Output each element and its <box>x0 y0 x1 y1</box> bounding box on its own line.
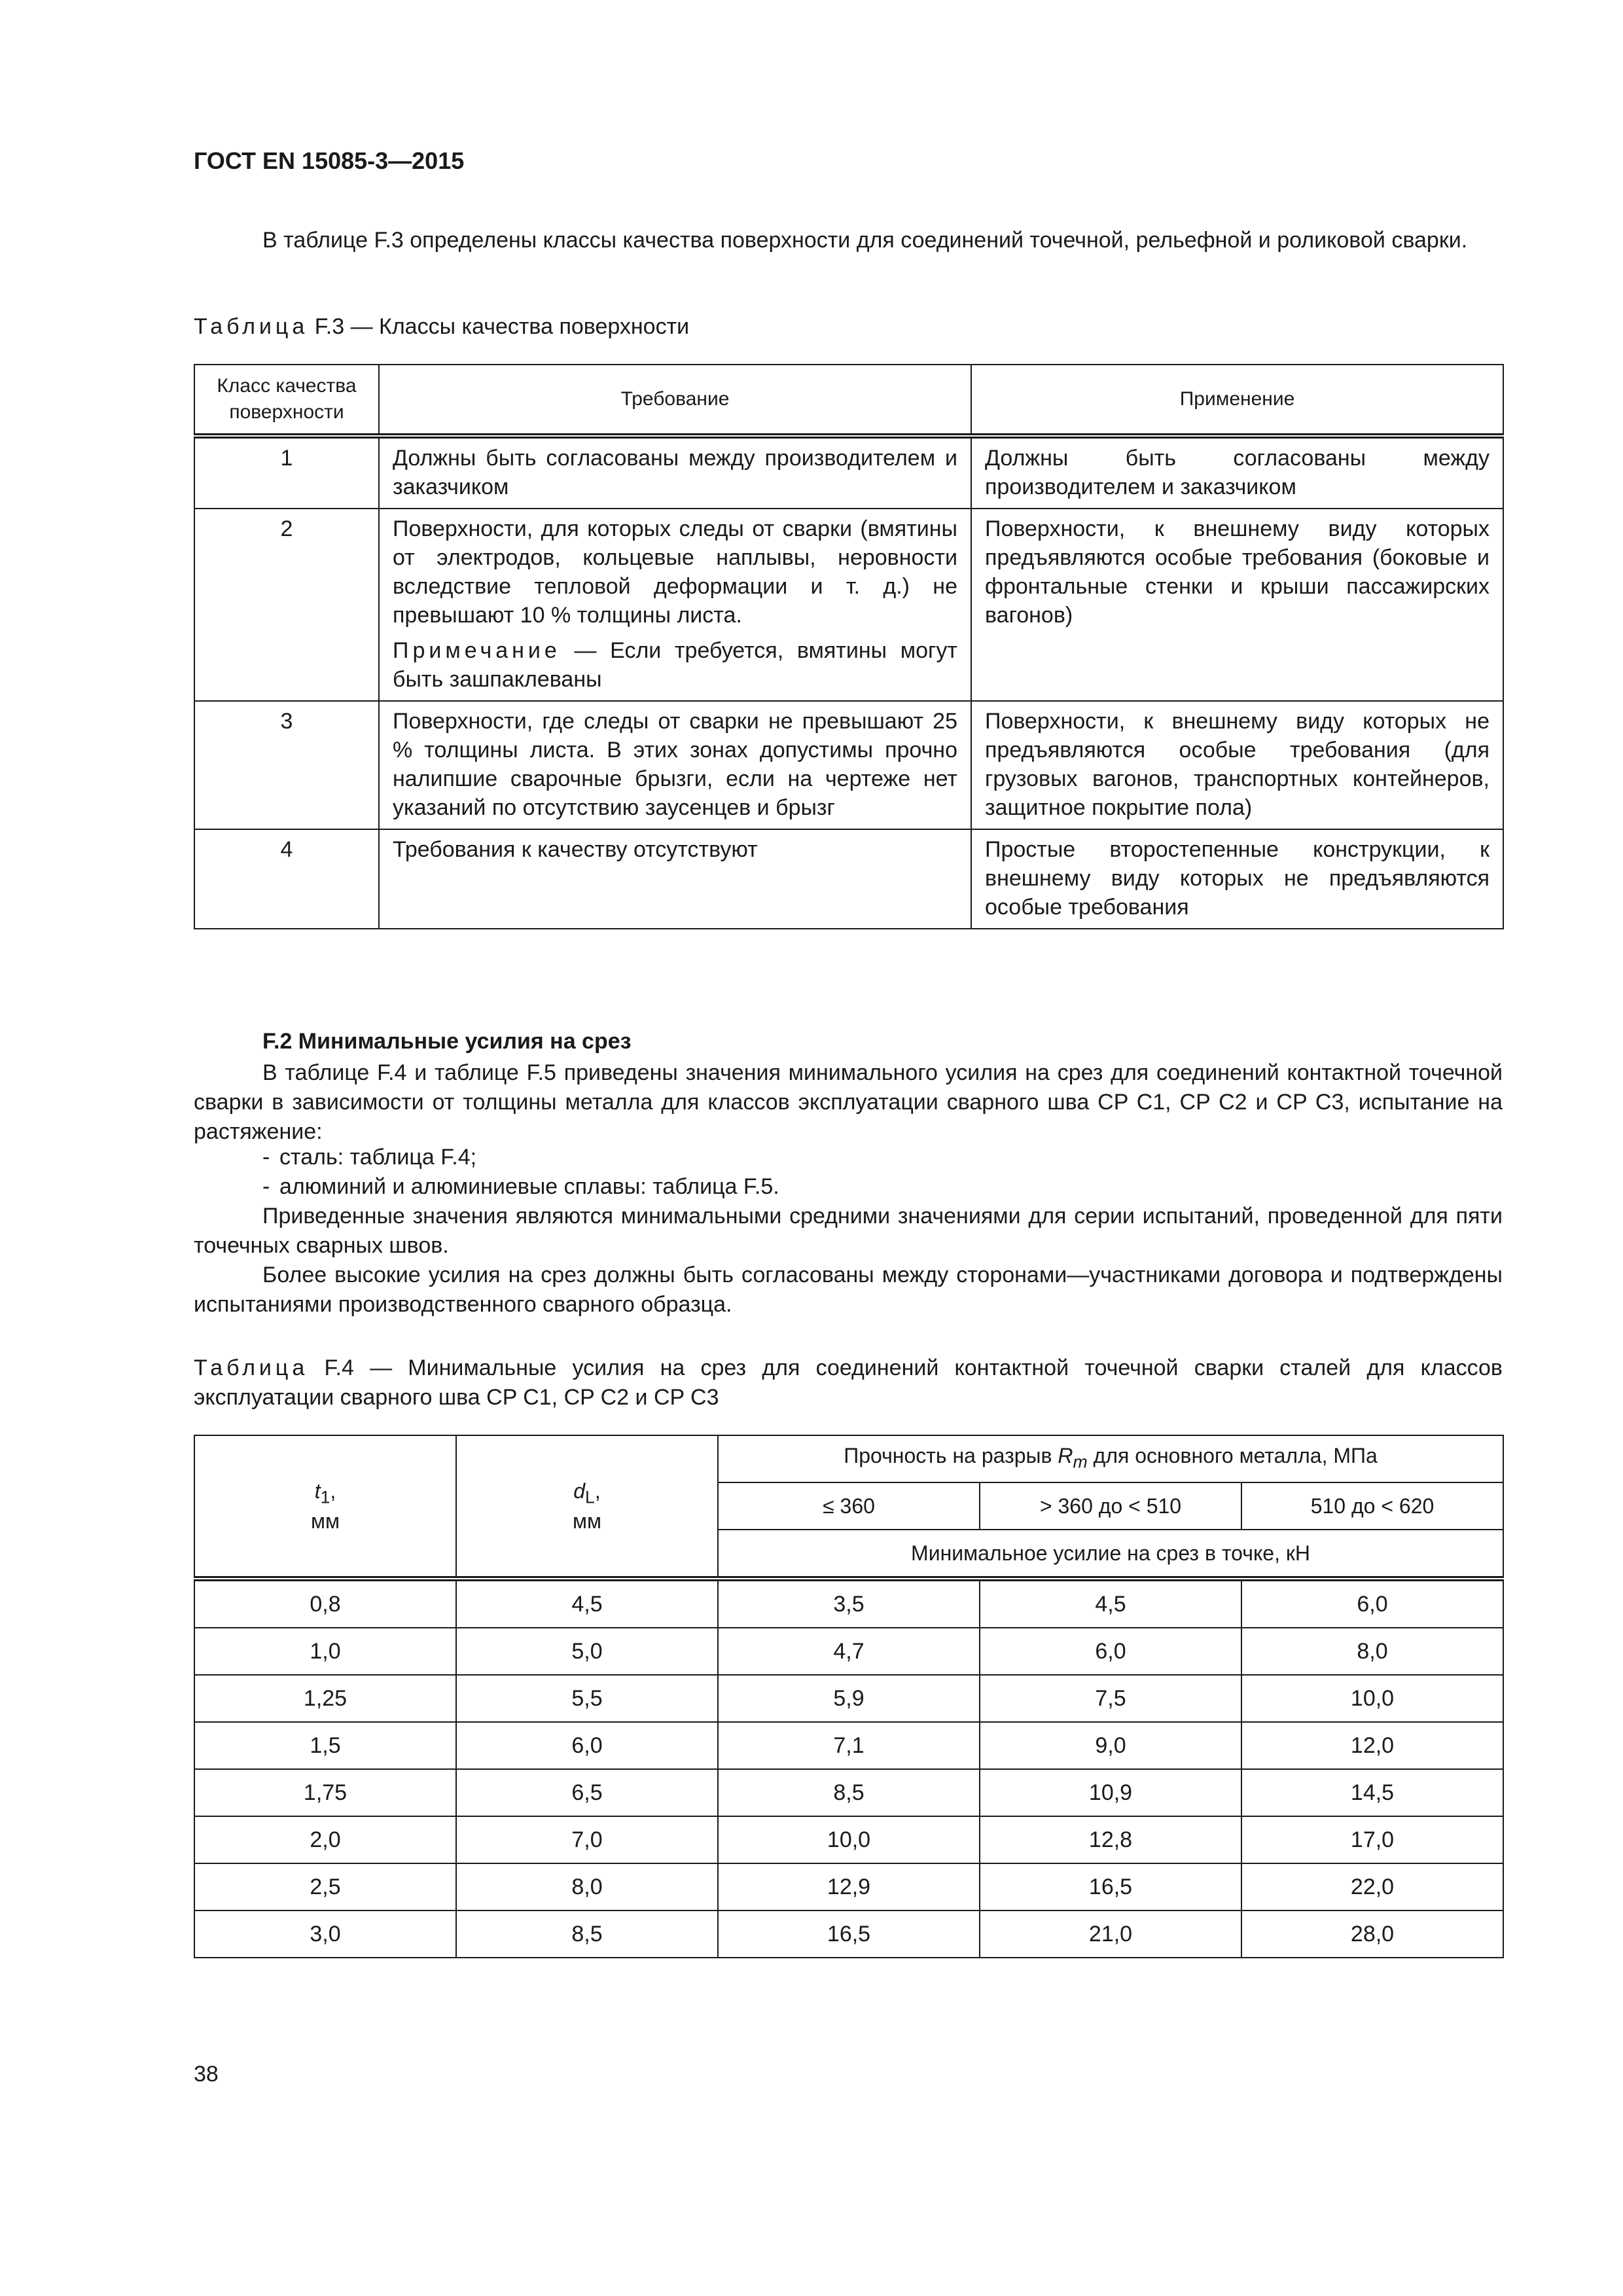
thickness-subscript: 1 <box>320 1487 330 1507</box>
table-f4-caption <box>194 1354 1503 1412</box>
table-cell-requirement: Должны быть согласованы между производителем и заказчиком <box>379 436 971 509</box>
table-cell: 22,0 <box>1241 1863 1503 1910</box>
table-cell: 5,9 <box>718 1675 980 1722</box>
document-header: ГОСТ EN 15085-3—2015 <box>194 147 465 174</box>
page-number: 38 <box>194 2062 219 2087</box>
table-f4-header-strength <box>718 1435 1503 1482</box>
table-f4-header-thickness: $t_1$, мм <box>194 1435 456 1579</box>
table-cell-requirement <box>379 509 971 701</box>
table-f4-caption-text: F.4 — Минимальные усилия на срез для соединений контактной точечной сварки сталей для классов эксплуатации сварного шва CP C1, CP C2 и CP C3 <box>194 1355 1503 1410</box>
table-cell: 12,9 <box>718 1863 980 1910</box>
table-cell-class: 2 <box>194 509 379 701</box>
table-f3-caption-text: F.3 — Классы качества поверхности <box>314 314 690 339</box>
table-cell: 4,5 <box>980 1579 1241 1628</box>
table-f3-header-requirement: Требование <box>379 365 971 436</box>
intro-paragraph: В таблице F.3 определены классы качества поверхности для соединений точечной, рельефной и роликовой сварки. <box>262 228 1468 253</box>
table-cell-class: 1 <box>194 436 379 509</box>
table-f4-header-diameter: $d_L$, мм <box>456 1435 718 1579</box>
table-row <box>194 1910 1503 1958</box>
table-cell: 1,0 <box>194 1628 456 1675</box>
section-f2-paragraph-2: Приведенные значения являются минимальными средними значениями для серии испытаний, проведенной для пяти точечных сварных швов. <box>194 1204 1503 1258</box>
strength-prefix: Прочность на разрыв <box>844 1444 1058 1468</box>
section-f2-paragraph-3: Более высокие усилия на срез должны быть согласованы между сторонами—участниками договора и подтверждены испытаниями производственного сварного образца. <box>194 1263 1503 1317</box>
table-cell-application: Должны быть согласованы между производителем и заказчиком <box>971 436 1503 509</box>
table-row <box>194 1863 1503 1910</box>
note-text: — Если требуется, вмятины могут быть зашпаклеваны <box>393 638 957 692</box>
table-cell: 17,0 <box>1241 1816 1503 1863</box>
section-f2-paragraph-1: В таблице F.4 и таблице F.5 приведены значения минимального усилия на срез для соединений контактной точечной сварки в зависимости от толщины металла для классов эксплуатации сварного шва CP C1, CP C2 и CP C3, испытание на растяжение: <box>194 1060 1503 1144</box>
table-cell: 1,75 <box>194 1769 456 1816</box>
table-f4-range-1: ≤ 360 <box>718 1482 980 1530</box>
table-cell: 3,5 <box>718 1579 980 1628</box>
material-list <box>262 1143 779 1202</box>
table-cell: 7,1 <box>718 1722 980 1769</box>
list-item: - сталь: таблица F.4; <box>262 1143 779 1172</box>
note-label: Примечание <box>393 638 561 663</box>
table-cell-application: Поверхности, к внешнему виду которых предъявляются особые требования (боковые и фронтальные стенки и крыши пассажирских вагонов) <box>971 509 1503 701</box>
table-f4-header-force: Минимальное усилие на срез в точке, кН <box>718 1530 1503 1579</box>
list-item: - алюминий и алюминиевые сплавы: таблица F.5. <box>262 1172 779 1202</box>
table-cell: 2,5 <box>194 1863 456 1910</box>
table-f4-caption-label: Таблица <box>194 1355 309 1380</box>
table-cell: 5,0 <box>456 1628 718 1675</box>
table-cell: 0,8 <box>194 1579 456 1628</box>
table-f4 <box>194 1435 1504 1958</box>
table-row <box>194 509 1503 701</box>
table-cell: 1,25 <box>194 1675 456 1722</box>
table-cell: 7,5 <box>980 1675 1241 1722</box>
table-cell: 14,5 <box>1241 1769 1503 1816</box>
table-cell: 3,0 <box>194 1910 456 1958</box>
table-f3-caption <box>194 312 689 342</box>
table-cell: 8,0 <box>456 1863 718 1910</box>
table-cell: 9,0 <box>980 1722 1241 1769</box>
table-f4-range-3: 510 до < 620 <box>1241 1482 1503 1530</box>
table-row <box>194 829 1503 929</box>
table-cell-application: Поверхности, к внешнему виду которых не предъявляются особые требования (для грузовых вагонов, транспортных контейнеров, защитное покрытие пола) <box>971 701 1503 829</box>
diameter-unit: мм <box>573 1509 601 1533</box>
table-row <box>194 1816 1503 1863</box>
table-cell: 28,0 <box>1241 1910 1503 1958</box>
table-cell: 8,5 <box>718 1769 980 1816</box>
table-row <box>194 1675 1503 1722</box>
table-row <box>194 1628 1503 1675</box>
table-row <box>194 436 1503 509</box>
table-row <box>194 701 1503 829</box>
table-cell: 6,0 <box>456 1722 718 1769</box>
table-cell: 4,5 <box>456 1579 718 1628</box>
thickness-unit: мм <box>311 1509 340 1533</box>
table-cell: 10,9 <box>980 1769 1241 1816</box>
diameter-symbol: d <box>573 1479 586 1503</box>
table-row <box>194 1769 1503 1816</box>
table-f4-header-row <box>194 1435 1503 1482</box>
table-f3-header-class: Класс качества поверхности <box>194 365 379 436</box>
table-f3-header-row <box>194 365 1503 436</box>
diameter-subscript: L <box>585 1487 595 1507</box>
table-cell: 6,0 <box>980 1628 1241 1675</box>
table-cell: 10,0 <box>718 1816 980 1863</box>
table-cell: 6,5 <box>456 1769 718 1816</box>
table-row <box>194 1579 1503 1628</box>
table-cell-class: 4 <box>194 829 379 929</box>
table-f4-range-2: > 360 до < 510 <box>980 1482 1241 1530</box>
table-f3 <box>194 364 1504 929</box>
table-cell: 8,5 <box>456 1910 718 1958</box>
table-cell: 12,0 <box>1241 1722 1503 1769</box>
table-cell-class: 3 <box>194 701 379 829</box>
table-f4-body <box>194 1579 1503 1958</box>
table-cell-application: Простые второстепенные конструкции, к внешнему виду которых не предъявляются особые требования <box>971 829 1503 929</box>
table-row <box>194 1722 1503 1769</box>
thickness-symbol: t <box>314 1479 321 1503</box>
table-cell: 10,0 <box>1241 1675 1503 1722</box>
requirement-note <box>393 636 957 694</box>
table-cell: 6,0 <box>1241 1579 1503 1628</box>
strength-subscript: m <box>1073 1452 1088 1472</box>
table-cell: 12,8 <box>980 1816 1241 1863</box>
table-cell: 16,5 <box>980 1863 1241 1910</box>
strength-symbol: R <box>1058 1444 1073 1468</box>
table-cell: 16,5 <box>718 1910 980 1958</box>
table-cell-requirement: Поверхности, где следы от сварки не превышают 25 % толщины листа. В этих зонах допустимы прочно налипшие сварочные брызги, если на чертеже нет указаний по отсутствию заусенцев и брызг <box>379 701 971 829</box>
strength-suffix: для основного металла, МПа <box>1087 1444 1378 1468</box>
table-cell-requirement: Требования к качеству отсутствуют <box>379 829 971 929</box>
table-cell: 8,0 <box>1241 1628 1503 1675</box>
table-cell: 21,0 <box>980 1910 1241 1958</box>
table-f3-header-application: Применение <box>971 365 1503 436</box>
table-cell: 1,5 <box>194 1722 456 1769</box>
table-cell: 4,7 <box>718 1628 980 1675</box>
table-f3-caption-label: Таблица <box>194 314 309 339</box>
table-cell: 7,0 <box>456 1816 718 1863</box>
table-cell: 5,5 <box>456 1675 718 1722</box>
section-f2-title: F.2 Минимальные усилия на срез <box>262 1029 632 1054</box>
requirement-text: Поверхности, для которых следы от сварки (вмятины от электродов, кольцевые наплывы, неровности вследствие тепловой деформации и т. д.) не превышают 10 % толщины листа. <box>393 516 957 628</box>
table-cell: 2,0 <box>194 1816 456 1863</box>
